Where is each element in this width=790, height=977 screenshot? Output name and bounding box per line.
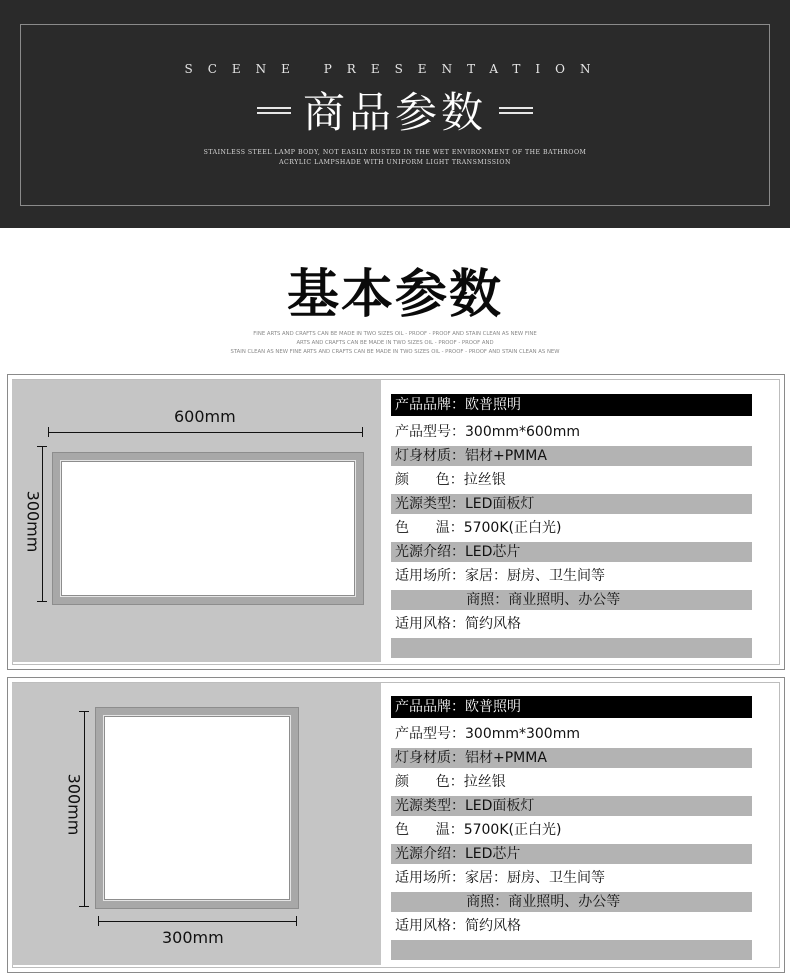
dim-tick — [79, 906, 89, 907]
spec-usage-commercial: 商照：商业照明、办公等 — [391, 892, 752, 912]
spec-color: 颜 色：拉丝银 — [391, 470, 752, 490]
spec-light-type: 光源类型：LED面板灯 — [391, 796, 752, 816]
dim-width-line — [98, 921, 296, 922]
spec-model: 产品型号：300mm*300mm — [391, 724, 752, 744]
header-subtitle-line1: STAINLESS STEEL LAMP BODY, NOT EASILY RUSTED IN THE WET ENVIRONMENT OF THE BATHROOM — [203, 149, 587, 156]
section-fine-text-3: STAIN CLEAN AS NEW FINE ARTS AND CRAFTS CAN BE MADE IN TWO SIZES OIL - PROOF - PROOF AND STAIN CLEAN AS NEW — [230, 349, 560, 355]
dim-height-line — [84, 711, 85, 907]
title-decoration-right — [499, 107, 533, 114]
product-image-300x300 — [12, 683, 381, 965]
dim-tick — [98, 916, 99, 926]
section-fine-text-2: ARTS AND CRAFTS CAN BE MADE IN TWO SIZES OIL - PROOF - PROOF AND — [296, 340, 494, 346]
spec-brand: 产品品牌：欧普照明 — [391, 394, 752, 416]
section-title: 基本参数 — [286, 265, 503, 325]
spec-light-type: 光源类型：LED面板灯 — [391, 494, 752, 514]
panel-light-square — [96, 708, 298, 908]
dim-tick — [296, 916, 297, 926]
spec-brand: 产品品牌：欧普照明 — [391, 696, 752, 718]
dim-height-label: 300mm — [23, 490, 43, 553]
spec-material: 灯身材质：铝材+PMMA — [391, 446, 752, 466]
spec-color-temp: 色 温：5700K(正白光) — [391, 518, 752, 538]
dim-tick — [48, 427, 49, 437]
spec-color-temp: 色 温：5700K(正白光) — [391, 820, 752, 840]
spec-empty-row — [391, 638, 752, 658]
spec-empty-row — [391, 940, 752, 960]
spec-material: 灯身材质：铝材+PMMA — [391, 748, 752, 768]
spec-light-intro: 光源介绍：LED芯片 — [391, 844, 752, 864]
spec-color: 颜 色：拉丝银 — [391, 772, 752, 792]
header-banner — [0, 0, 790, 228]
header-subtitle-line2: ACRYLIC LAMPSHADE WITH UNIFORM LIGHT TRANSMISSION — [279, 159, 511, 166]
page-title: 商品参数 — [302, 88, 487, 137]
dim-tick — [37, 601, 47, 602]
dim-tick — [79, 711, 89, 712]
title-decoration-left — [257, 107, 291, 114]
spec-model: 产品型号：300mm*600mm — [391, 422, 752, 442]
section-fine-text-1: FINE ARTS AND CRAFTS CAN BE MADE IN TWO SIZES OIL - PROOF - PROOF AND STAIN CLEAN AS NEW FINE — [253, 331, 537, 337]
spec-usage-commercial: 商照：商业照明、办公等 — [391, 590, 752, 610]
dim-tick — [362, 427, 363, 437]
header-title-row — [0, 80, 790, 140]
scene-presentation-text: SCENE PRESENTATION — [184, 62, 606, 76]
spec-style: 适用风格：简约风格 — [391, 916, 752, 936]
panel-light-rect — [53, 453, 363, 604]
dim-width-label: 300mm — [162, 928, 224, 947]
spec-style: 适用风格：简约风格 — [391, 614, 752, 634]
spec-usage-home: 适用场所：家居：厨房、卫生间等 — [391, 566, 752, 586]
spec-usage-home: 适用场所：家居：厨房、卫生间等 — [391, 868, 752, 888]
dim-width-label: 600mm — [174, 407, 236, 426]
dim-height-label: 300mm — [64, 773, 84, 836]
product-image-600x300 — [12, 380, 381, 662]
dim-width-line — [48, 432, 362, 433]
spec-light-intro: 光源介绍：LED芯片 — [391, 542, 752, 562]
dim-tick — [37, 446, 47, 447]
